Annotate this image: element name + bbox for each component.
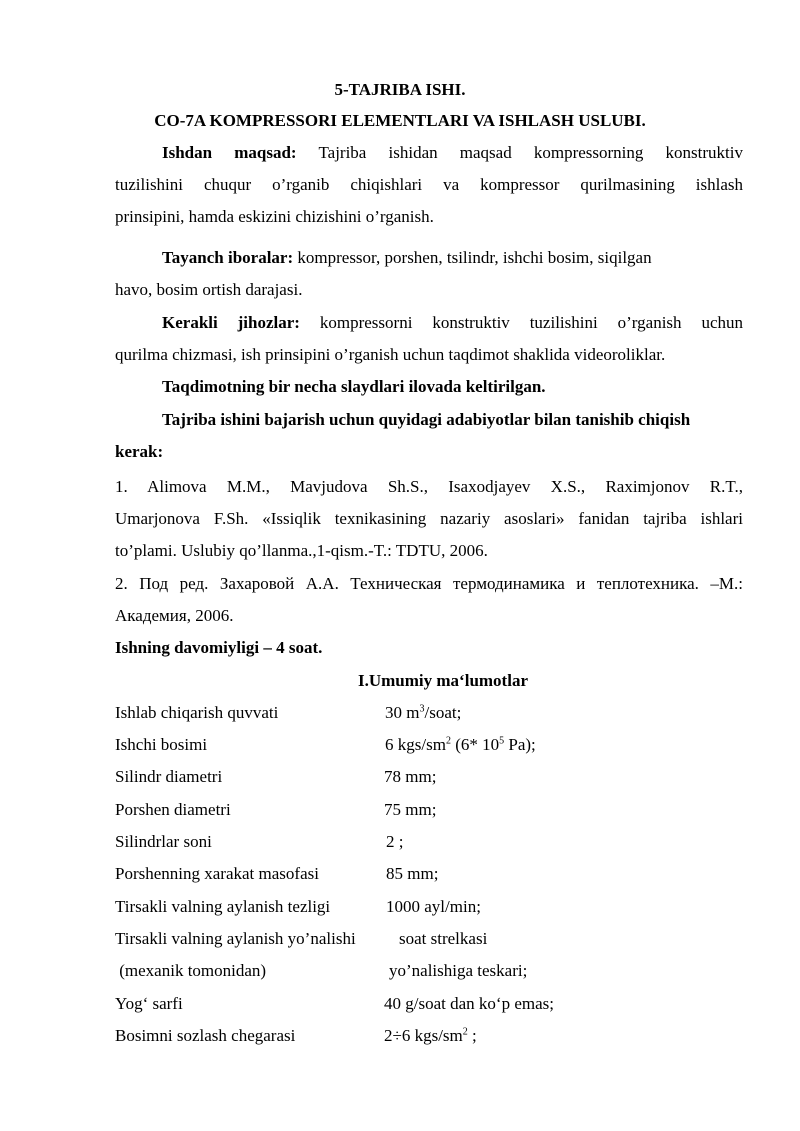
- spec-label: Tirsakli valning aylanish tezligi: [115, 897, 331, 916]
- spec-value: [384, 1026, 477, 1046]
- duration: Ishning davomiyligi – 4 soat.: [115, 638, 323, 657]
- spec-value: yo’nalishiga teskari;: [389, 961, 528, 980]
- spec-value: [385, 703, 461, 723]
- spec-value-text: 30 m: [385, 703, 420, 722]
- equipment-text-1: kompressorni konstruktiv tuzilishini o’rganish uchun: [299, 313, 743, 332]
- goal-line-1: [115, 143, 743, 163]
- keywords-text-1: kompressor, porshen, tsilindr, ishchi bosim, siqilgan: [293, 248, 652, 267]
- reference-1-line-2: Umarjonova F.Sh. «Issiqlik texnikasining nazariy asoslari» fanidan tajriba ishlari: [115, 509, 743, 528]
- spec-label: Tirsakli valning aylanish yo’nalishi: [115, 929, 356, 948]
- slides-note: Taqdimotning bir necha slaydlari ilovada keltirilgan.: [162, 377, 546, 396]
- spec-value: 1000 ayl/min;: [386, 897, 481, 916]
- keywords-label: Tayanch iboralar:: [162, 248, 294, 267]
- spec-value: 85 mm;: [386, 864, 439, 883]
- superscript: 3: [419, 703, 425, 715]
- superscript: 2: [462, 1026, 468, 1038]
- goal-line-3: prinsipini, hamda eskizini chizishini o’rganish.: [115, 207, 434, 226]
- spec-label: Bosimni sozlash chegarasi: [115, 1026, 296, 1045]
- goal-label: Ishdan maqsad:: [162, 143, 297, 162]
- reference-1-line-1: 1. Alimova M.M., Mavjudova Sh.S., Isaxodjayev X.S., Raximjonov R.T.,: [115, 477, 743, 496]
- keywords-line-1: [162, 248, 652, 268]
- spec-label: Porshen diametri: [115, 800, 231, 819]
- spec-label: Yog‘ sarfi: [115, 994, 183, 1013]
- keywords-line-2: havo, bosim ortish darajasi.: [115, 280, 303, 299]
- spec-label: Porshenning xarakat masofasi: [115, 864, 319, 883]
- spec-label: (mexanik tomonidan): [115, 961, 267, 980]
- spec-value: 2 ;: [386, 832, 404, 851]
- reference-2-line-1: 2. Под ред. Захаровой А.А. Техническая термодинамика и теплотехника. –М.:: [115, 574, 743, 593]
- spec-value-text: 6 kgs/sm: [385, 735, 446, 754]
- literature-intro-2: kerak:: [115, 442, 164, 461]
- reference-2-line-2: Академия, 2006.: [115, 606, 234, 625]
- section-title: I.Umumiy ma‘lumotlar: [358, 671, 528, 690]
- reference-1-line-3: to’plami. Uslubiy qo’llanma.,1-qism.-T.: TDTU, 2006.: [115, 541, 488, 560]
- spec-value-tail: (6* 10: [450, 735, 500, 754]
- spec-value: soat strelkasi: [399, 929, 488, 948]
- spec-value: 78 mm;: [384, 767, 437, 786]
- spec-value-tail: ;: [467, 1026, 477, 1045]
- spec-value: [385, 735, 536, 755]
- spec-label: Ishlab chiqarish quvvati: [115, 703, 279, 722]
- superscript: 2: [445, 735, 451, 747]
- equipment-label: Kerakli jihozlar:: [162, 313, 300, 332]
- spec-label: Silindrlar soni: [115, 832, 212, 851]
- spec-value: 75 mm;: [384, 800, 437, 819]
- spec-value-tail: Pa);: [504, 735, 536, 754]
- page-subtitle: CO-7A KOMPRESSORI ELEMENTLARI VA ISHLASH USLUBI.: [154, 111, 646, 130]
- spec-value-text: 2÷6 kgs/sm: [384, 1026, 463, 1045]
- superscript: 5: [499, 735, 505, 747]
- equipment-line-1: [115, 313, 743, 333]
- spec-label: Silindr diametri: [115, 767, 223, 786]
- spec-label: Ishchi bosimi: [115, 735, 208, 754]
- spec-value-tail: /soat;: [424, 703, 462, 722]
- literature-intro-1: Tajriba ishini bajarish uchun quyidagi adabiyotlar bilan tanishib chiqish: [162, 410, 691, 429]
- spec-value: 40 g/soat dan ko‘p emas;: [384, 994, 554, 1013]
- equipment-line-2: qurilma chizmasi, ish prinsipini o’rganish uchun taqdimot shaklida videoroliklar.: [115, 345, 666, 364]
- page-title: 5-TAJRIBA ISHI.: [334, 80, 466, 99]
- goal-text-1: Tajriba ishidan maqsad kompressorning konstruktiv: [296, 143, 743, 162]
- goal-line-2: tuzilishini chuqur o’rganib chiqishlari va kompressor qurilmasining ishlash: [115, 175, 743, 194]
